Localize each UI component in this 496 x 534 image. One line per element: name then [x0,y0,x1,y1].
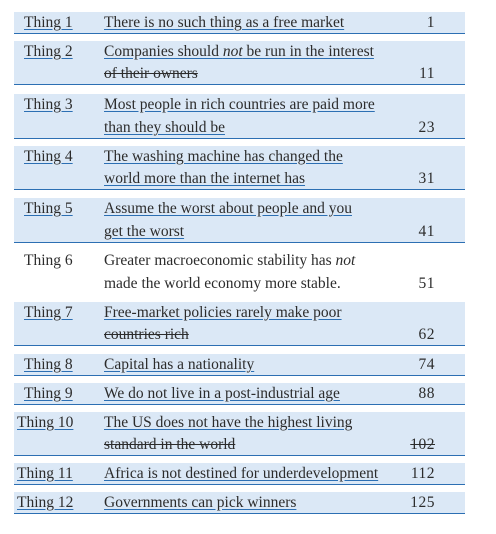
thing-number[interactable]: Thing 11 [17,465,73,482]
entry-title[interactable]: Capital has a nationality [104,356,255,373]
entry-title-continued[interactable]: standard in the world [104,436,236,453]
page-number: 41 [418,223,435,240]
page-number: 112 [410,465,435,482]
entry-title-continued[interactable]: countries rich [104,326,189,343]
entry-title-continued[interactable]: than they should be [104,119,225,136]
page-number: 102 [410,436,435,453]
thing-number[interactable]: Thing 5 [24,200,73,217]
page-number: 23 [418,119,435,136]
entry-title[interactable]: Companies should not be run in the interest [104,43,374,60]
page-number: 125 [410,494,435,511]
page-number: 88 [418,385,435,402]
thing-number[interactable]: Thing 4 [24,148,73,165]
page-number: 51 [418,275,435,292]
entry-title-continued: made the world economy more stable. [104,275,341,292]
thing-number[interactable]: Thing 9 [24,385,73,402]
entry-title[interactable]: Assume the worst about people and you [104,200,352,217]
entry-title[interactable]: The US does not have the highest living [104,414,353,431]
thing-number[interactable]: Thing 2 [24,43,73,60]
entry-title[interactable]: The washing machine has changed the [104,148,343,165]
entry-title-continued[interactable]: world more than the internet has [104,170,306,187]
page-number: 62 [418,326,435,343]
thing-number: Thing 6 [24,252,73,269]
page-number: 11 [419,65,435,82]
thing-number[interactable]: Thing 12 [17,494,74,511]
entry-title-continued[interactable]: of their owners [104,65,198,82]
entry-title[interactable]: Most people in rich countries are paid more [104,96,375,113]
thing-number[interactable]: Thing 8 [24,356,73,373]
thing-number[interactable]: Thing 3 [24,96,73,113]
page-number: 74 [418,356,435,373]
entry-title[interactable]: Governments can pick winners [104,494,297,511]
page-number: 1 [426,14,435,31]
entry-title-continued[interactable]: get the worst [104,223,185,240]
entry-title[interactable]: We do not live in a post-industrial age [104,385,340,402]
emphasis-not: not [222,43,243,60]
thing-number[interactable]: Thing 7 [24,304,73,321]
entry-title: Greater macroeconomic stability has not [104,252,356,269]
thing-number[interactable]: Thing 1 [24,14,73,31]
emphasis-not: not [335,252,356,269]
entry-title[interactable]: There is no such thing as a free market [104,14,345,31]
entry-title[interactable]: Africa is not destined for underdevelopment [104,465,379,482]
entry-title[interactable]: Free-market policies rarely make poor [104,304,342,321]
thing-number[interactable]: Thing 10 [17,414,74,431]
page-number: 31 [418,170,435,187]
